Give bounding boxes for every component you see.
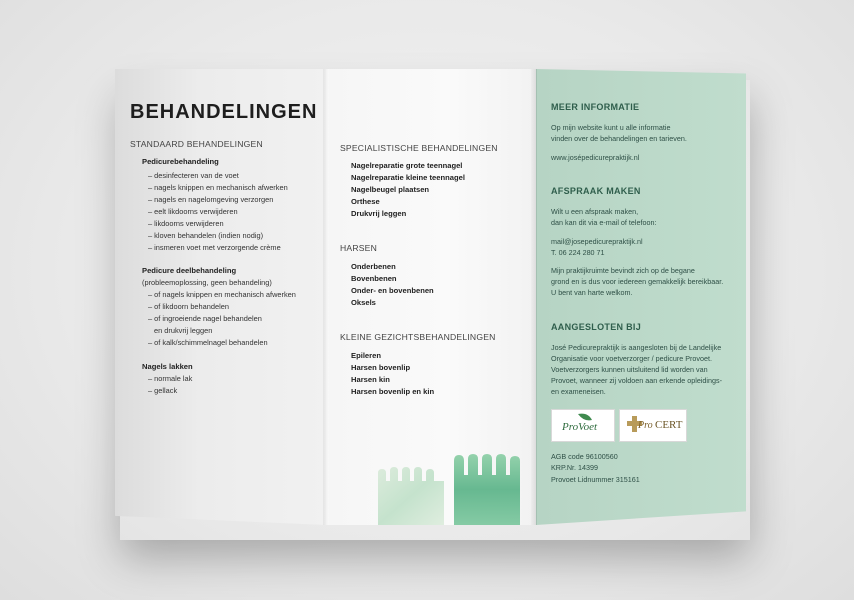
- provoet-logo-text: ProVoet: [562, 421, 598, 433]
- list-item: Nagelreparatie grote teennagel: [351, 161, 463, 170]
- section-title-specialist: SPECIALISTISCHE BEHANDELINGEN: [340, 143, 498, 153]
- aangesloten-text: Provoet, wanneer zij voldoen aan erkende opleidings-: [551, 376, 723, 385]
- info-text: Op mijn website kunt u alle informatie: [551, 123, 671, 132]
- procert-logo-main: CERT: [655, 419, 683, 431]
- list-item: Harsen bovenlip: [351, 363, 411, 372]
- website-link[interactable]: www.josépedicurepraktijk.nl: [551, 153, 640, 162]
- list-item: – kloven behandelen (indien nodig): [148, 231, 264, 240]
- panel-specialist: [326, 69, 536, 525]
- email-link[interactable]: mail@josepedicurepraktijk.nl: [551, 237, 643, 246]
- agb-code: AGB code 96100560: [551, 452, 618, 461]
- list-item: Onderbenen: [351, 262, 396, 271]
- list-item: – of ingroeiende nagel behandelen: [148, 314, 262, 323]
- procert-logo: [619, 409, 687, 442]
- list-item: Onder- en bovenbenen: [351, 286, 434, 295]
- list-item: – likdoorns verwijderen: [148, 219, 224, 228]
- pedicure-title: Pedicurebehandeling: [142, 157, 219, 166]
- list-item: Bovenbenen: [351, 274, 397, 283]
- praktijk-text: Mijn praktijkruimte bevindt zich op de begane: [551, 266, 695, 275]
- list-item: – of nagels knippen en mechanisch afwerken: [148, 290, 296, 299]
- info-title: MEER INFORMATIE: [551, 102, 640, 112]
- praktijk-text: grond en is dus voor iedereen gemakkelijk bereikbaar.: [551, 277, 724, 286]
- deelbehandeling-subtitle: (probleemoplossing, geen behandeling): [142, 278, 272, 287]
- decorative-comb-shapes: [326, 69, 536, 525]
- list-item: Nagelreparatie kleine teennagel: [351, 173, 465, 182]
- list-item: – gellack: [148, 386, 178, 395]
- info-text: vinden over de behandelingen en tarieven.: [551, 134, 687, 143]
- list-item: en drukvrij leggen: [154, 326, 213, 335]
- aangesloten-text: Voetverzorgers kunnen uitsluitend lid worden van: [551, 365, 708, 374]
- provoet-logo: [551, 409, 615, 442]
- afspraak-text: Wilt u een afspraak maken,: [551, 207, 639, 216]
- deelbehandeling-title: Pedicure deelbehandeling: [142, 266, 237, 275]
- list-item: – eelt likdoorns verwijderen: [148, 207, 238, 216]
- list-item: Orthese: [351, 197, 380, 206]
- list-item: Drukvrij leggen: [351, 209, 407, 218]
- list-item: – insmeren voet met verzorgende crème: [148, 243, 281, 252]
- procert-logo-pre: Pro: [638, 420, 653, 431]
- list-item: Harsen bovenlip en kin: [351, 387, 435, 396]
- aangesloten-title: AANGESLOTEN BIJ: [551, 322, 642, 332]
- list-item: Nagelbeugel plaatsen: [351, 185, 430, 194]
- afspraak-text: dan kan dit via e-mail of telefoon:: [551, 218, 657, 227]
- list-item: – of kalk/schimmelnagel behandelen: [148, 338, 268, 347]
- list-item: Epileren: [351, 351, 381, 360]
- praktijk-text: U bent van harte welkom.: [551, 288, 633, 297]
- list-item: – nagels knippen en mechanisch afwerken: [148, 183, 288, 192]
- list-item: – nagels en nagelomgeving verzorgen: [148, 195, 274, 204]
- list-item: – desinfecteren van de voet: [148, 171, 239, 180]
- aangesloten-text: en exameneisen.: [551, 387, 606, 396]
- nagels-lakken-title: Nagels lakken: [142, 362, 193, 371]
- section-title-gezicht: KLEINE GEZICHTSBEHANDELINGEN: [340, 332, 496, 342]
- aangesloten-text: Organisatie voor voetverzorger / pedicure Provoet.: [551, 354, 712, 363]
- list-item: Oksels: [351, 298, 376, 307]
- section-title-standard: STANDAARD BEHANDELINGEN: [130, 139, 263, 149]
- list-item: Harsen kin: [351, 375, 390, 384]
- aangesloten-text: José Pedicurepraktijk is aangesloten bij de Landelijke: [551, 343, 722, 352]
- fold-line-right: [531, 69, 537, 525]
- page-title: BEHANDELINGEN: [130, 101, 318, 123]
- list-item: – of likdoorn behandelen: [148, 302, 229, 311]
- phone-number[interactable]: T. 06 224 280 71: [551, 248, 605, 257]
- provoet-member-number: Provoet Lidnummer 315161: [551, 475, 640, 484]
- section-title-harsen: HARSEN: [340, 243, 378, 253]
- krp-number: KRP.Nr. 14399: [551, 463, 599, 472]
- afspraak-title: AFSPRAAK MAKEN: [551, 186, 641, 196]
- list-item: – normale lak: [148, 374, 193, 383]
- fold-line-left: [323, 69, 329, 525]
